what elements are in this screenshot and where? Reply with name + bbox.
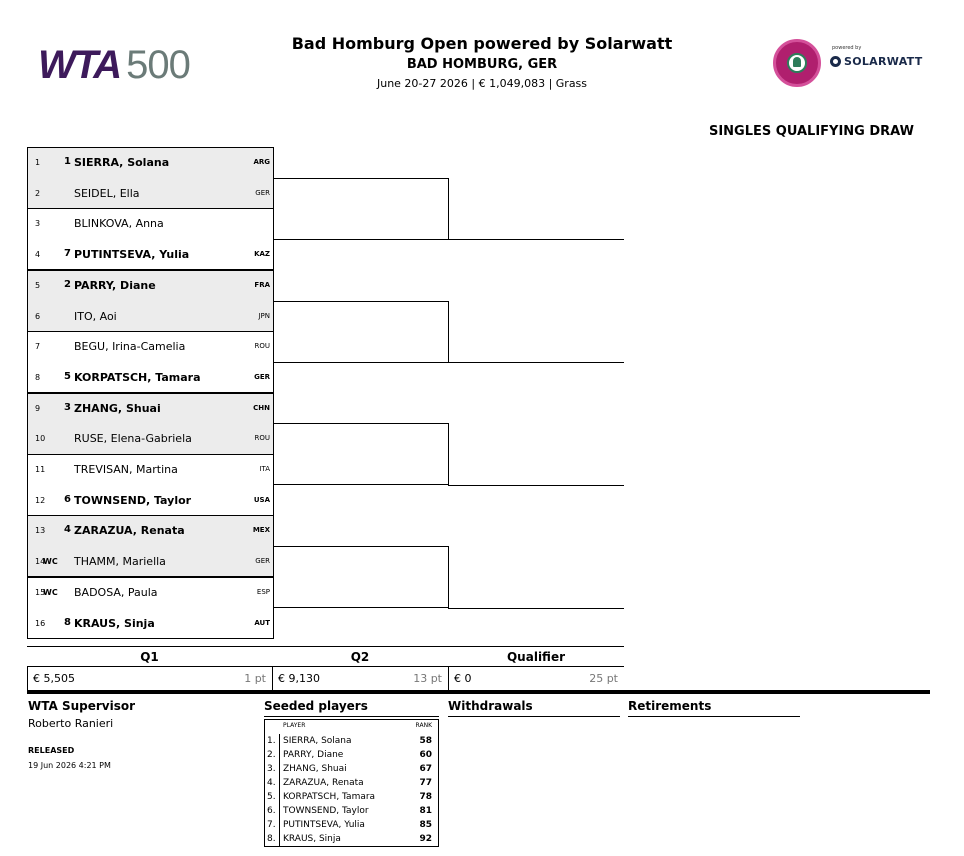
player-country: ESP [256, 587, 270, 596]
seed-number: 4 [64, 524, 71, 536]
draw-line-number: 15 [35, 587, 46, 597]
player-country: ROU [254, 342, 270, 351]
seed-row-number: 7. [267, 820, 276, 830]
draw-line-number: 9 [35, 403, 41, 413]
draw-line-number: 13 [35, 526, 46, 536]
player-name: BLINKOVA, Anna [74, 217, 164, 231]
player-country: CHN [253, 403, 270, 412]
round-points: 1 pt [244, 672, 266, 685]
draw-line-number: 3 [35, 219, 41, 229]
seed-number: 7 [64, 248, 71, 260]
seed-row-rank: 81 [419, 806, 432, 816]
sponsor-logo [830, 55, 923, 68]
player-country: ROU [254, 434, 270, 443]
round-points: 25 pt [589, 672, 618, 685]
seed-number: 2 [64, 278, 71, 290]
player-country: KAZ [254, 250, 270, 259]
tournament-city: BAD HOMBURG, GER [406, 57, 558, 72]
player-country: GER [255, 557, 270, 566]
player-country: ARG [253, 158, 270, 166]
seed-row-player: PARRY, Diane [283, 750, 344, 760]
seed-row-number: 6. [267, 806, 276, 816]
seed-row-number: 8. [267, 834, 276, 844]
draw-line-number: 12 [35, 495, 46, 505]
seed-number: 1 [64, 156, 71, 167]
player-country: MEX [252, 526, 270, 535]
seed-col-player: PLAYER [283, 722, 306, 729]
seeded-players-heading: Seeded players [264, 699, 368, 713]
q2-bracket [273, 546, 449, 608]
round-column-q1 [27, 646, 272, 690]
match-box [27, 331, 274, 393]
supervisor-heading: WTA Supervisor [28, 699, 136, 713]
seed-row-rank: 77 [419, 778, 432, 788]
draw-line-number: 11 [35, 465, 46, 474]
seed-number: 8 [64, 616, 71, 628]
draw-line-number: 6 [35, 311, 41, 321]
sponsor-ring-icon [830, 56, 841, 67]
seed-row [265, 762, 438, 776]
seed-row-player: ZARAZUA, Renata [283, 778, 364, 788]
player-name: BEGU, Irina-Camelia [74, 340, 186, 354]
seed-row-number: 3. [267, 764, 276, 774]
round-header: Qualifier [448, 646, 624, 667]
seed-col-rank: RANK [415, 722, 432, 729]
divider [448, 667, 449, 690]
seed-row-player: SIERRA, Solana [283, 736, 352, 746]
divider [264, 716, 439, 717]
seed-row-player: ZHANG, Shuai [283, 764, 347, 774]
player-country: AUT [254, 618, 270, 627]
round-prize-table [27, 646, 624, 690]
supervisor-name: Roberto Ranieri [28, 717, 114, 730]
player-name: SIERRA, Solana [74, 156, 170, 169]
player-name: PARRY, Diane [74, 278, 156, 292]
divider [272, 667, 273, 690]
player-country: JPN [258, 311, 270, 320]
seed-row-rank: 58 [419, 736, 432, 746]
seed-row [265, 818, 438, 832]
draw-line-number: 4 [35, 250, 41, 260]
player-country: USA [253, 495, 270, 504]
round-prize: € 9,130 [278, 672, 320, 685]
qualifier-line [448, 608, 624, 609]
divider [448, 716, 620, 717]
divider [628, 716, 800, 717]
draw-line-number: 8 [35, 372, 41, 382]
draw-line-number: 14 [35, 557, 46, 567]
seed-row [265, 832, 438, 846]
match-box [27, 454, 274, 516]
seed-row-number: 4. [267, 778, 276, 788]
seed-number: 5 [64, 370, 71, 382]
seed-row [265, 790, 438, 804]
match-box [27, 577, 274, 639]
draw-line-number: 10 [35, 434, 46, 444]
player-name: RUSE, Elena-Gabriela [74, 432, 192, 446]
round-column-q2 [272, 646, 448, 690]
player-name: THAMM, Mariella [74, 555, 166, 569]
player-country: GER [255, 188, 270, 197]
seed-row-player: PUTINTSEVA, Yulia [283, 820, 365, 830]
player-country: GER [254, 372, 270, 381]
released-date: 19 Jun 2026 4:21 PM [28, 761, 111, 770]
draw-line-number: 5 [35, 280, 41, 290]
tournament-title: Bad Homburg Open powered by Solarwatt [291, 34, 673, 53]
seed-row [265, 776, 438, 790]
seed-row-rank: 78 [419, 792, 432, 802]
seed-row [265, 734, 438, 748]
draw-title: SINGLES QUALIFYING DRAW [708, 124, 914, 139]
player-name: TOWNSEND, Taylor [74, 493, 192, 507]
draw-line-number: 16 [35, 618, 46, 628]
sponsor-name: SOLARWATT [844, 55, 923, 68]
seeded-players-table [264, 719, 439, 847]
round-header: Q2 [272, 646, 448, 667]
seed-row-rank: 67 [419, 764, 432, 774]
seed-row-rank: 92 [419, 834, 432, 844]
round-points: 13 pt [413, 672, 442, 685]
seed-row-number: 1. [267, 736, 276, 746]
q2-bracket [273, 178, 449, 240]
section-divider [27, 690, 930, 694]
tournament-info: June 20-27 2026 | € 1,049,083 | Grass [376, 77, 588, 90]
seed-number: 6 [64, 493, 71, 505]
seed-row-player: KORPATSCH, Tamara [283, 792, 376, 802]
wildcard-badge: WC [43, 557, 58, 567]
tournament-emblem-icon [773, 39, 821, 87]
player-country: ITA [259, 465, 270, 473]
seed-row-rank: 85 [419, 820, 432, 830]
retirements-heading: Retirements [628, 699, 712, 713]
divider [27, 667, 28, 690]
seed-row-player: KRAUS, Sinja [283, 834, 341, 844]
round-column-qualifier [448, 646, 624, 690]
logo-500-text: 500 [126, 43, 190, 87]
player-name: ZHANG, Shuai [74, 401, 161, 415]
draw-line-number: 7 [35, 342, 41, 352]
match-box [27, 393, 274, 455]
match-box [27, 270, 274, 332]
seed-row [265, 748, 438, 762]
player-name: BADOSA, Paula [74, 585, 158, 599]
powered-by-label: powered by [832, 45, 862, 51]
player-name: KRAUS, Sinja [74, 616, 155, 630]
draw-line-number: 2 [35, 188, 41, 198]
round-header: Q1 [27, 646, 272, 667]
player-name: TREVISAN, Martina [74, 463, 178, 476]
seed-row [265, 804, 438, 818]
seed-row-player: TOWNSEND, Taylor [283, 806, 369, 816]
player-name: PUTINTSEVA, Yulia [74, 248, 190, 262]
match-box [27, 147, 274, 209]
match-box [27, 208, 274, 270]
qualifier-line [448, 485, 624, 486]
logo-wta-text: WTA [38, 43, 121, 87]
seed-row-number: 2. [267, 750, 276, 760]
player-name: SEIDEL, Ella [74, 186, 140, 200]
qualifier-line [448, 239, 624, 240]
qualifier-line [448, 362, 624, 363]
draw-line-number: 1 [35, 158, 41, 167]
seed-row-number: 5. [267, 792, 276, 802]
player-name: ITO, Aoi [74, 309, 117, 323]
wildcard-badge: WC [43, 587, 58, 597]
q2-bracket [273, 423, 449, 485]
withdrawals-heading: Withdrawals [448, 699, 533, 713]
player-country: FRA [254, 280, 270, 289]
player-name: ZARAZUA, Renata [74, 524, 185, 538]
seed-row-rank: 60 [419, 750, 432, 760]
round-prize: € 0 [454, 672, 472, 685]
round-prize: € 5,505 [33, 672, 75, 685]
released-label: RELEASED [28, 746, 75, 755]
seed-number: 3 [64, 401, 71, 413]
match-box [27, 515, 274, 577]
q2-bracket [273, 301, 449, 363]
player-name: KORPATSCH, Tamara [74, 370, 201, 384]
